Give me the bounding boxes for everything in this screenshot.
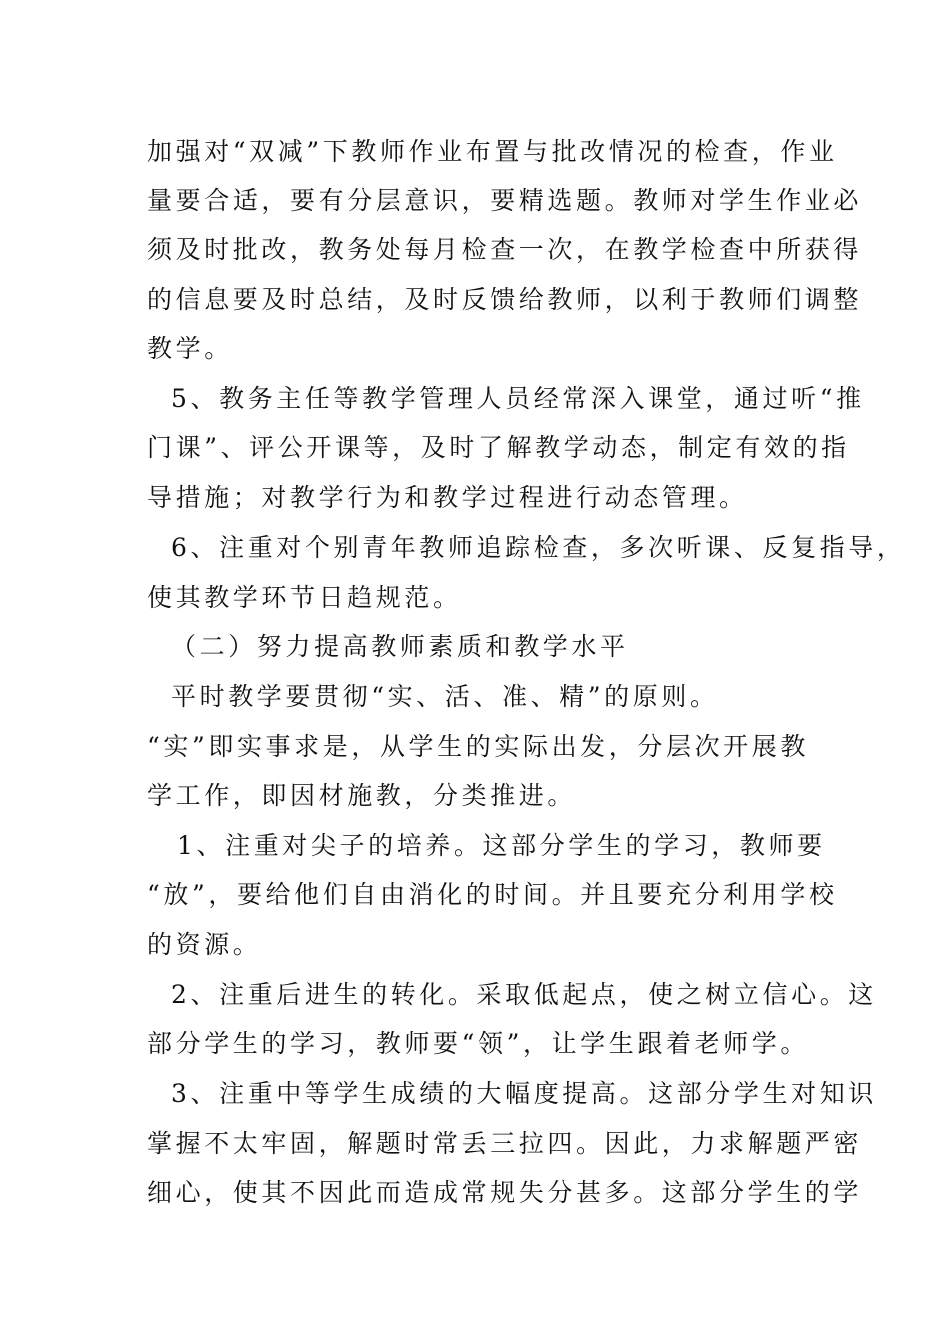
text-line-5: 教学。 [147,334,233,363]
text-line-3: 须及时批改，教务处每月检查一次，在教学检查中所获得 [147,235,863,264]
text-line-22: 细心，使其不因此而造成常规失分甚多。这部分学生的学 [147,1178,863,1207]
text-line-2: 量要合适，要有分层意识，要精选题。教师对学生作业必 [147,186,863,215]
text-line-13: “实”即实事求是，从学生的实际出发，分层次开展教 [147,732,809,761]
text-line-18: 2、注重后进生的转化。采取低起点，使之树立信心。这 [171,980,877,1009]
text-line-9: 6、注重对个别青年教师追踪检查，多次听课、反复指导， [171,533,906,562]
text-line-15: 1、注重对尖子的培养。这部分学生的学习，教师要 [177,831,826,860]
text-line-12: 平时教学要贯彻“实、活、准、精”的原则。 [171,682,719,711]
text-line-8: 导措施；对教学行为和教学过程进行动态管理。 [147,483,748,512]
text-line-14: 学工作，即因材施教，分类推进。 [147,781,577,810]
text-line-7: 门课”、评公开课等，及时了解教学动态，制定有效的指 [147,433,850,462]
text-line-20: 3、注重中等学生成绩的大幅度提高。这部分学生对知识 [171,1079,877,1108]
text-line-21: 掌握不太牢固，解题时常丢三拉四。因此，力求解题严密 [147,1129,863,1158]
text-line-16: “放”，要给他们自由消化的时间。并且要充分利用学校 [147,880,838,909]
section-heading: （二）努力提高教师素质和教学水平 [171,632,629,661]
text-line-1: 加强对“双减”下教师作业布置与批改情况的检查，作业 [147,137,838,166]
text-line-10: 使其教学环节日趋规范。 [147,583,462,612]
text-line-17: 的资源。 [147,930,262,959]
text-line-6: 5、教务主任等教学管理人员经常深入课堂，通过听“推 [171,384,865,413]
text-line-4: 的信息要及时总结，及时反馈给教师，以利于教师们调整 [147,285,863,314]
text-line-19: 部分学生的学习，教师要“领”，让学生跟着老师学。 [147,1029,809,1058]
